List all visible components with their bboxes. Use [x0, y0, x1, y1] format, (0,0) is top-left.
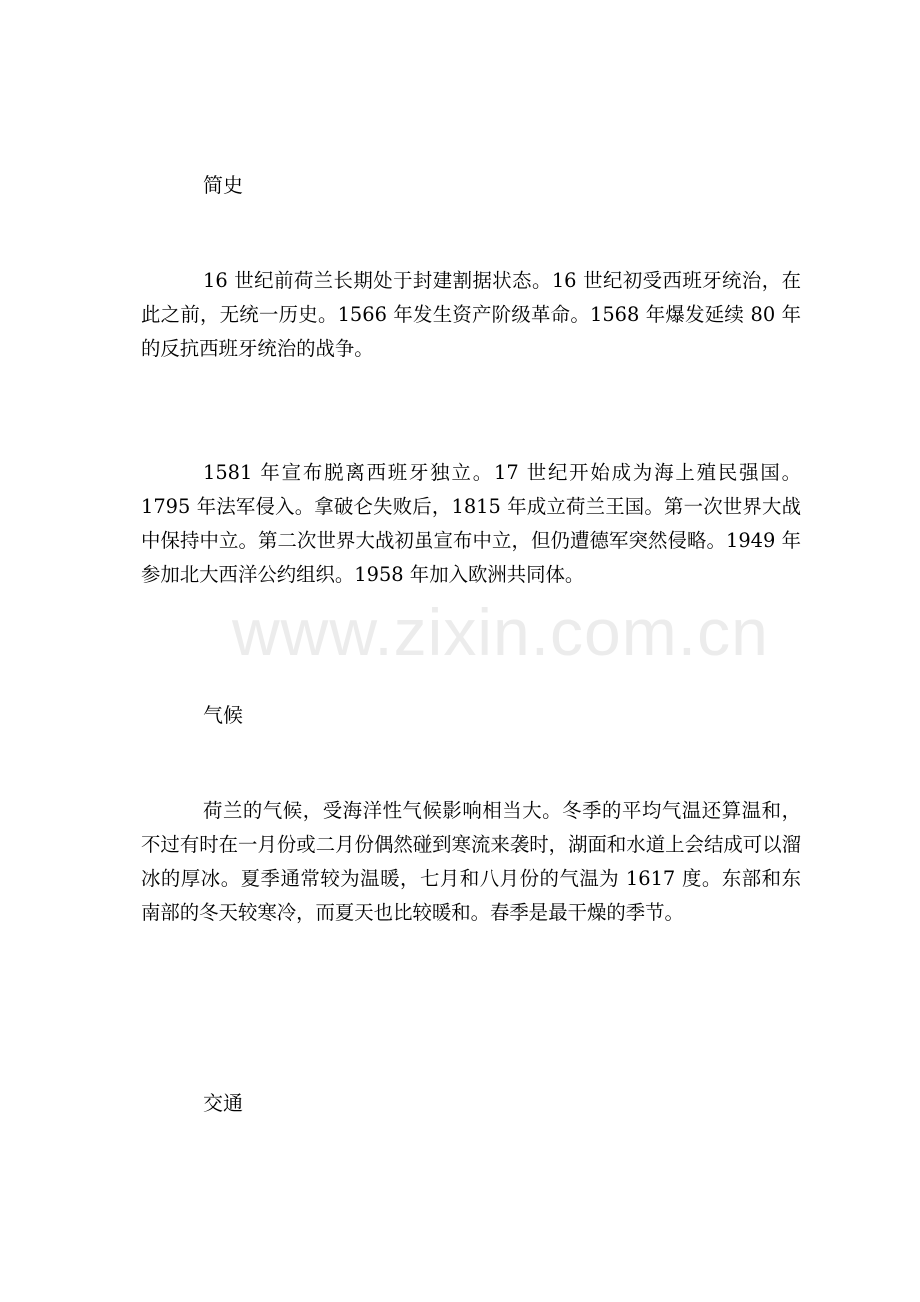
history-paragraph-2: 1581 年宣布脱离西班牙独立。17 世纪开始成为海上殖民强国。1795 年法军侵入。拿破仑失败后，1815 年成立荷兰王国。第一次世界大战中保持中立。第二次世界大战初虽宣布中立，但仍遭德军突然侵略。1949 年参加北大西洋公约组织。1958 年加入欧洲共同体。	[141, 461, 801, 586]
section-heading-transport: 交通	[203, 1091, 243, 1115]
section-heading-climate: 气候	[203, 703, 243, 727]
history-paragraph-1: 16 世纪前荷兰长期处于封建割据状态。16 世纪初受西班牙统治，在此之前，无统一历史。1566 年发生资产阶级革命。1568 年爆发延续 80 年的反抗西班牙统治的战争。	[141, 269, 801, 360]
section-heading-history: 简史	[203, 173, 243, 197]
climate-paragraph-1: 荷兰的气候，受海洋性气候影响相当大。冬季的平均气温还算温和，不过有时在一月份或二月份偶然碰到寒流来袭时，湖面和水道上会结成可以溜冰的厚冰。夏季通常较为温暖，七月和八月份的气温为 1617 度。东部和东南部的冬天较寒冷，而夏天也比较暖和。春季是最干燥的季节。	[141, 799, 801, 924]
watermark: www.zixin.com.cn	[232, 595, 769, 669]
